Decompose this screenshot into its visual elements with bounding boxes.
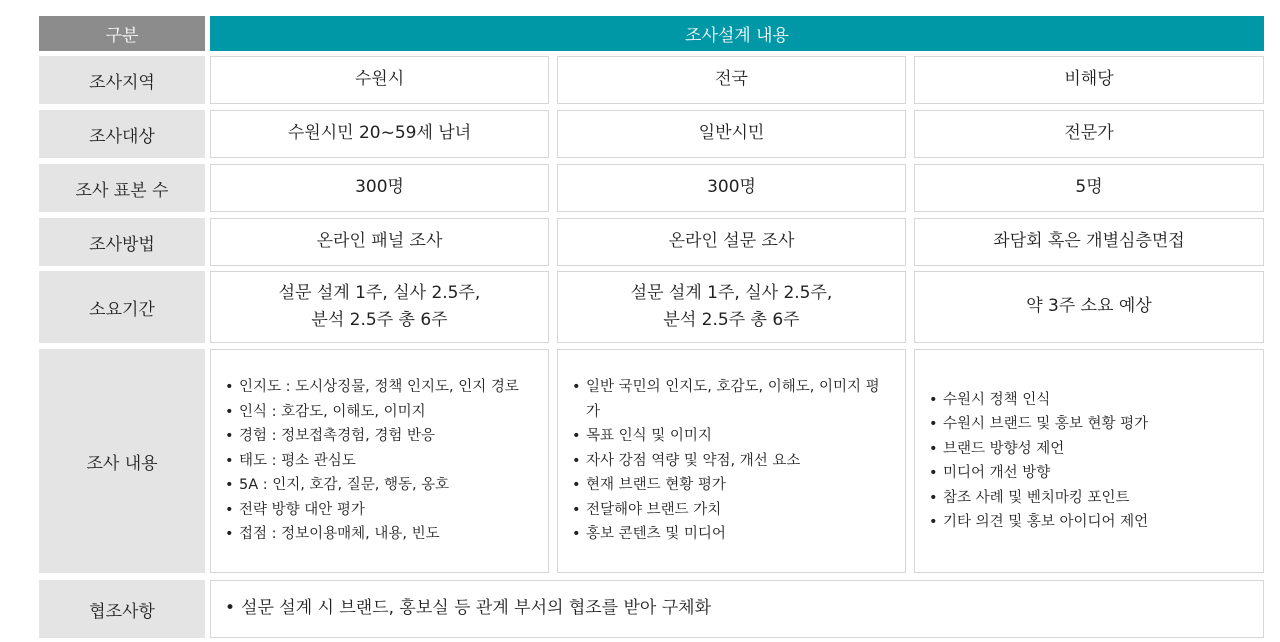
list-item: • 일반 국민의 인지도, 호감도, 이해도, 이미지 평가 [572,375,881,424]
content-expert [914,349,1264,573]
duration-suwon-line2: 분석 2.5주 총 6주 [311,310,448,330]
sample-suwon: 300명 [210,164,549,212]
content-suwon-list [211,375,527,547]
list-item: • 참조 사례 및 벤치마킹 포인트 [929,486,1148,511]
target-expert: 전문가 [914,110,1264,158]
list-item: • 인식 : 호감도, 이해도, 이미지 [225,400,519,425]
duration-suwon [210,271,549,343]
bullet-icon: • [225,598,236,619]
list-item: • 수원시 브랜드 및 홍보 현황 평가 [929,412,1148,437]
list-item: • 기타 의견 및 홍보 아이디어 제언 [929,510,1148,535]
list-item: • 인지도 : 도시상징물, 정책 인지도, 인지 경로 [225,375,519,400]
sample-national: 300명 [557,164,906,212]
method-expert: 좌담회 혹은 개별심층면접 [914,218,1264,266]
duration-expert [914,271,1264,343]
list-item: • 접점 : 정보이용매체, 내용, 빈도 [225,522,519,547]
duration-national [557,271,906,343]
content-suwon [210,349,549,573]
method-suwon: 온라인 패널 조사 [210,218,549,266]
content-national-list [558,375,905,547]
list-item: • 브랜드 방향성 제언 [929,437,1148,462]
duration-national-line2: 분석 2.5주 총 6주 [663,310,800,330]
header-label: 구분 [39,16,205,51]
list-item: • 목표 인식 및 이미지 [572,424,881,449]
row-label-region: 조사지역 [39,56,205,104]
list-item: • 경험 : 정보접촉경험, 경험 반응 [225,424,519,449]
list-item: • 태도 : 평소 관심도 [225,449,519,474]
list-item: • 수원시 정책 인식 [929,388,1148,413]
method-national: 온라인 설문 조사 [557,218,906,266]
duration-suwon-line1: 설문 설계 1주, 실사 2.5주, [278,282,481,303]
region-suwon: 수원시 [210,56,549,104]
row-label-content: 조사 내용 [39,349,205,573]
list-item: • 홍보 콘텐츠 및 미디어 [572,522,881,547]
cooperation-text: 설문 설계 시 브랜드, 홍보실 등 관계 부서의 협조를 받아 구체화 [241,598,712,619]
list-item: • 현재 브랜드 현황 평가 [572,473,881,498]
duration-expert-line1: 약 3주 소요 예상 [1026,296,1152,317]
list-item: • 전략 방향 대안 평가 [225,498,519,523]
row-label-cooperation: 협조사항 [39,580,205,638]
list-item: • 5A : 인지, 호감, 질문, 행동, 옹호 [225,473,519,498]
list-item: • 자사 강점 역량 및 약점, 개선 요소 [572,449,881,474]
duration-national-line1: 설문 설계 1주, 실사 2.5주, [630,282,833,303]
target-suwon: 수원시민 20~59세 남녀 [210,110,549,158]
region-national: 전국 [557,56,906,104]
cooperation-text-cell [210,580,1264,638]
list-item: • 전달해야 브랜드 가치 [572,498,881,523]
row-label-duration: 소요기간 [39,271,205,343]
sample-expert: 5명 [914,164,1264,212]
target-national: 일반시민 [557,110,906,158]
row-label-method: 조사방법 [39,218,205,266]
header-title: 조사설계 내용 [210,16,1264,51]
row-label-target: 조사대상 [39,110,205,158]
row-label-sample: 조사 표본 수 [39,164,205,212]
content-national [557,349,906,573]
content-expert-list [915,388,1156,535]
region-expert: 비해당 [914,56,1264,104]
list-item: • 미디어 개선 방향 [929,461,1148,486]
